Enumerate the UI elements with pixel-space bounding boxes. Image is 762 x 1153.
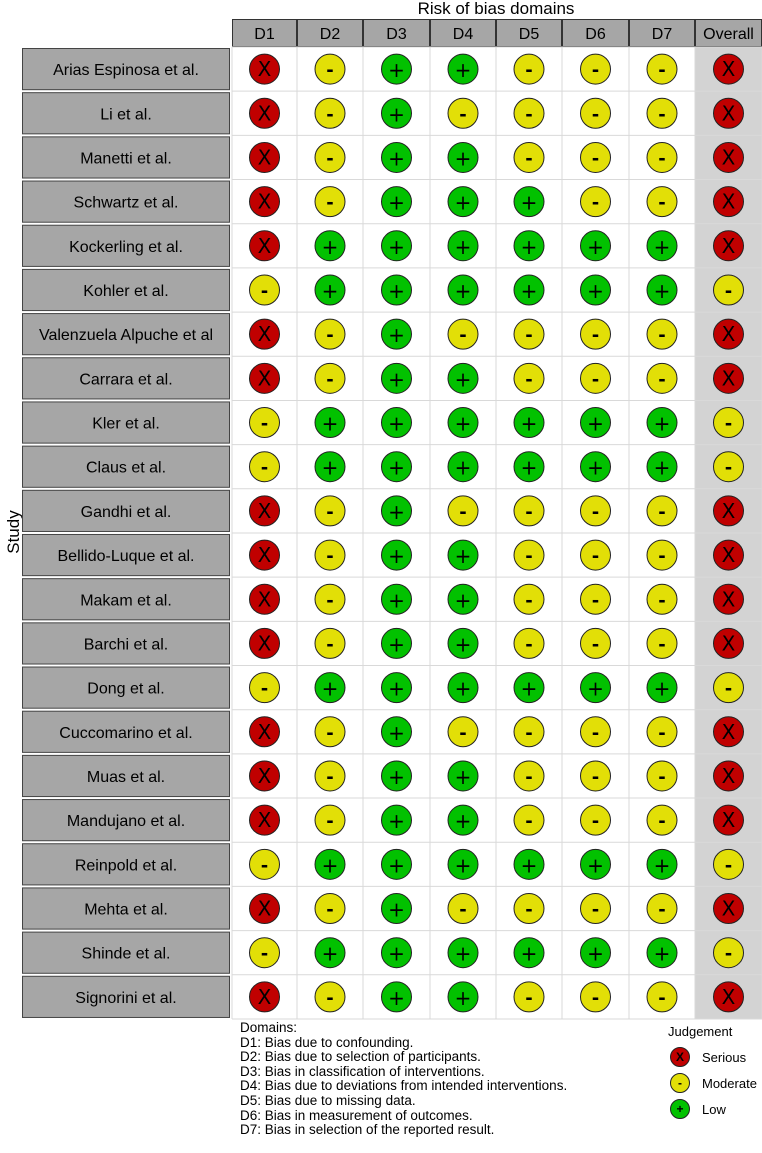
judgement-symbol: -	[525, 634, 533, 656]
study-label: Manetti et al.	[80, 150, 172, 168]
column-header-label-overall: Overall	[703, 26, 754, 43]
study-label: Li et al.	[100, 106, 152, 124]
judgement-symbol: +	[388, 941, 405, 966]
domain-item-d3: D3: Bias in classification of interventions.	[240, 1063, 485, 1079]
study-label: Shinde et al.	[81, 945, 171, 963]
judgement-symbol: +	[388, 102, 405, 127]
domains-legend	[240, 1021, 620, 1138]
judgement-symbol: +	[653, 676, 671, 701]
judgement-symbol: -	[326, 369, 334, 391]
judgement-symbol: X	[257, 763, 272, 788]
study-label: Barchi et al.	[83, 636, 169, 654]
judgement-symbol: +	[388, 455, 405, 480]
judgement-symbol: -	[260, 855, 269, 877]
moderate-icon: -	[670, 1073, 690, 1093]
domain-item-d7: D7: Bias in selection of the reported result.	[240, 1122, 495, 1138]
judgement-symbol: -	[591, 899, 600, 921]
judgement-symbol: X	[257, 145, 272, 170]
judgement-symbol: X	[257, 543, 272, 568]
judgement-symbol: +	[388, 278, 405, 303]
judgement-symbol: X	[721, 322, 736, 347]
column-header-label-d3: D3	[386, 26, 407, 43]
judgement-symbol: +	[454, 544, 472, 569]
judgement-symbol: -	[326, 811, 334, 833]
judgement-symbol: -	[591, 369, 600, 391]
judgement-symbol: +	[388, 146, 405, 171]
judgement-symbol: -	[326, 192, 334, 214]
judgement-symbol: -	[724, 280, 733, 302]
judgement-symbol: -	[525, 60, 533, 82]
judgement-symbol: +	[454, 853, 472, 878]
judgement-symbol: -	[459, 325, 467, 347]
judgement-symbol: +	[388, 809, 405, 834]
judgement-symbol: +	[587, 234, 604, 259]
chart-title: Risk of bias domains	[417, 0, 575, 18]
judgement-symbol: +	[520, 853, 538, 878]
judgement-symbol: -	[724, 855, 733, 877]
domain-item-d2: D2: Bias due to selection of participants.	[240, 1049, 481, 1065]
judgement-symbol: X	[721, 984, 736, 1009]
judgement-symbol: X	[721, 543, 736, 568]
judgement-symbol: -	[525, 325, 533, 347]
judgement-symbol: X	[257, 233, 272, 258]
judgement-symbol: +	[587, 676, 604, 701]
judgement-symbol: -	[326, 60, 334, 82]
judgement-symbol: X	[257, 366, 272, 391]
study-label: Muas et al.	[86, 768, 166, 786]
domain-item-d4: D4: Bias due to deviations from intended interventions.	[240, 1078, 568, 1094]
judgement-symbol: +	[321, 411, 339, 436]
judgement-symbol: -	[326, 987, 334, 1009]
judgement-symbol: +	[388, 720, 405, 745]
judgement-symbol: -	[525, 722, 533, 744]
judgement-symbol: -	[591, 987, 600, 1009]
judgement-symbol: +	[454, 588, 472, 613]
judgement-symbol: X	[721, 808, 736, 833]
judgement-symbol: +	[520, 455, 538, 480]
domains-heading: Domains:	[240, 1020, 298, 1035]
judgement-symbol: +	[520, 676, 538, 701]
judgement-symbol: -	[591, 590, 600, 612]
judgement-symbol: X	[257, 322, 272, 347]
judgement-symbol: X	[257, 57, 272, 82]
study-label: Kler et al.	[92, 415, 160, 433]
judgement-symbol: -	[591, 148, 600, 170]
judgement-symbol: +	[388, 411, 405, 436]
judgement-symbol: -	[658, 325, 666, 347]
judgement-symbol: -	[591, 325, 600, 347]
judgement-symbol: -	[658, 501, 666, 523]
judgement-symbol: +	[454, 455, 472, 480]
judgement-symbol: -	[658, 722, 666, 744]
judgement-symbol: +	[454, 411, 472, 436]
column-header-label-d7: D7	[651, 26, 673, 43]
judgement-symbol: X	[257, 719, 272, 744]
legend-label-low: Low	[702, 1102, 726, 1117]
judgement-symbol: +	[388, 632, 405, 657]
study-label: Kockerling et al.	[69, 238, 183, 256]
judgement-symbol: -	[260, 678, 269, 700]
judgement-symbol: X	[721, 896, 736, 921]
judgement-symbol: -	[525, 590, 533, 612]
study-label: Gandhi et al.	[80, 503, 172, 521]
judgement-symbol: -	[326, 104, 334, 126]
judgement-symbol: -	[260, 943, 269, 965]
judgement-symbol: +	[653, 234, 671, 259]
column-header-label-d6: D6	[585, 26, 606, 43]
judgement-symbol: -	[658, 104, 666, 126]
judgement-symbol: -	[260, 280, 269, 302]
judgement-symbol: -	[525, 369, 533, 391]
judgement-symbol: -	[724, 457, 733, 479]
judgement-symbol: +	[388, 897, 405, 922]
study-label: Signorini et al.	[75, 989, 177, 1007]
judgement-symbol: -	[658, 148, 666, 170]
judgement-symbol: X	[257, 808, 272, 833]
judgement-symbol: +	[388, 58, 405, 83]
judgement-symbol: +	[454, 234, 472, 259]
judgement-symbol: X	[721, 233, 736, 258]
judgement-symbol: +	[388, 764, 405, 789]
judgement-symbol: +	[454, 278, 472, 303]
study-label: Carrara et al.	[79, 371, 173, 389]
judgement-symbol: -	[326, 546, 334, 568]
judgement-symbol: -	[326, 634, 334, 656]
judgement-symbol: +	[454, 367, 472, 392]
judgement-symbol: +	[388, 499, 405, 524]
judgement-symbol: +	[388, 323, 405, 348]
judgement-symbol: +	[587, 455, 604, 480]
judgement-symbol: +	[520, 190, 538, 215]
judgement-symbol: X	[721, 631, 736, 656]
judgement-symbol: -	[591, 60, 600, 82]
judgement-symbol: +	[388, 544, 405, 569]
judgement-symbol: +	[653, 853, 671, 878]
judgement-symbol: -	[591, 501, 600, 523]
judgement-symbol: +	[520, 278, 538, 303]
judgement-symbol: X	[721, 587, 736, 612]
judgement-symbol: -	[658, 369, 666, 391]
study-label: Bellido-Luque et al.	[57, 548, 195, 566]
judgement-symbol: +	[321, 455, 339, 480]
judgement-symbol: +	[388, 588, 405, 613]
domain-item-d5: D5: Bias due to missing data.	[240, 1092, 416, 1108]
judgement-symbol: X	[257, 896, 272, 921]
judgement-symbol: +	[321, 234, 339, 259]
judgement-symbol: -	[459, 501, 467, 523]
judgement-symbol: +	[454, 146, 472, 171]
judgement-symbol: +	[321, 278, 339, 303]
judgement-symbol: -	[658, 60, 666, 82]
judgement-symbol: +	[388, 190, 405, 215]
judgement-symbol: -	[591, 811, 600, 833]
judgement-symbol: -	[326, 899, 334, 921]
judgement-symbol: -	[525, 501, 533, 523]
judgement-symbol: -	[459, 722, 467, 744]
judgement-symbol: X	[721, 366, 736, 391]
judgement-symbol: +	[587, 278, 604, 303]
judgement-symbol: -	[591, 192, 600, 214]
judgement-symbol: +	[454, 941, 472, 966]
judgement-symbol: +	[321, 676, 339, 701]
judgement-symbol: -	[525, 546, 533, 568]
judgement-symbol: -	[326, 325, 334, 347]
judgement-symbol: -	[658, 192, 666, 214]
column-header-label-d1: D1	[254, 26, 275, 43]
judgement-symbol: +	[587, 853, 604, 878]
judgement-legend-title: Judgement	[668, 1024, 733, 1039]
legend-label-serious: Serious	[702, 1050, 747, 1065]
legend-label-moderate: Moderate	[702, 1076, 757, 1091]
study-label: Dong et al.	[87, 680, 165, 698]
judgement-symbol: X	[721, 101, 736, 126]
judgement-symbol: X	[257, 587, 272, 612]
judgement-symbol: X	[721, 719, 736, 744]
judgement-symbol: -	[459, 899, 467, 921]
judgement-symbol: +	[321, 853, 339, 878]
judgement-symbol: +	[587, 411, 604, 436]
judgement-symbol: -	[658, 634, 666, 656]
low-icon: +	[670, 1099, 690, 1119]
judgement-symbol: +	[520, 234, 538, 259]
judgement-symbol: -	[326, 766, 334, 788]
judgement-symbol: +	[454, 809, 472, 834]
judgement-symbol: X	[721, 189, 736, 214]
judgement-symbol: X	[721, 145, 736, 170]
judgement-symbol: +	[653, 455, 671, 480]
judgement-symbol: -	[591, 766, 600, 788]
judgement-symbol: -	[260, 413, 269, 435]
judgement-symbol: -	[724, 943, 733, 965]
judgement-symbol: -	[724, 678, 733, 700]
judgement-symbol: -	[658, 899, 666, 921]
judgement-symbol: X	[721, 763, 736, 788]
judgement-symbol: X	[257, 498, 272, 523]
judgement-symbol: X	[257, 101, 272, 126]
judgement-symbol: -	[326, 722, 334, 744]
study-label: Mandujano et al.	[66, 813, 186, 831]
judgement-symbol: +	[321, 941, 339, 966]
study-label: Schwartz et al.	[73, 194, 179, 212]
column-header-label-d5: D5	[518, 26, 540, 43]
judgement-symbol: +	[388, 367, 405, 392]
judgement-symbol: +	[454, 58, 472, 83]
judgement-symbol: +	[587, 941, 604, 966]
judgement-symbol: -	[525, 987, 533, 1009]
column-header-label-d2: D2	[319, 26, 341, 43]
judgement-symbol: X	[257, 984, 272, 1009]
judgement-symbol: X	[721, 498, 736, 523]
judgement-symbol: +	[454, 764, 472, 789]
judgement-symbol: -	[525, 899, 533, 921]
judgement-symbol: -	[326, 148, 334, 170]
study-label: Makam et al.	[80, 592, 172, 610]
judgement-symbol: +	[388, 985, 405, 1010]
judgement-symbol: -	[658, 546, 666, 568]
judgement-symbol: -	[326, 590, 334, 612]
judgement-symbol: +	[454, 985, 472, 1010]
judgement-symbol: +	[388, 234, 405, 259]
judgement-symbol: -	[326, 501, 334, 523]
judgement-symbol: -	[591, 634, 600, 656]
judgement-symbol: +	[653, 941, 671, 966]
judgement-symbol: +	[520, 411, 538, 436]
judgement-symbol: -	[525, 104, 533, 126]
judgement-symbol: +	[388, 853, 405, 878]
judgement-symbol: -	[591, 546, 600, 568]
judgement-symbol: -	[525, 766, 533, 788]
study-label: Cuccomarino et al.	[59, 724, 193, 742]
serious-icon: X	[670, 1047, 690, 1067]
judgement-symbol: -	[658, 811, 666, 833]
judgement-symbol: +	[454, 632, 472, 657]
judgement-symbol: -	[591, 722, 600, 744]
judgement-symbol: +	[454, 190, 472, 215]
study-label: Kohler et al.	[83, 282, 169, 300]
judgement-symbol: -	[525, 148, 533, 170]
study-label: Claus et al.	[85, 459, 167, 477]
y-axis-label: Study	[4, 510, 23, 554]
judgement-symbol: +	[520, 941, 538, 966]
judgement-symbol: +	[388, 676, 405, 701]
judgement-symbol: -	[724, 413, 733, 435]
judgement-symbol: -	[459, 104, 467, 126]
column-header-label-d4: D4	[452, 26, 474, 43]
judgement-symbol: X	[257, 631, 272, 656]
judgement-symbol: +	[653, 278, 671, 303]
judgement-symbol: +	[653, 411, 671, 436]
judgement-symbol: X	[721, 57, 736, 82]
judgement-symbol: -	[658, 766, 666, 788]
judgement-symbol: +	[454, 676, 472, 701]
study-label: Reinpold et al.	[74, 857, 178, 875]
study-label: Valenzuela Alpuche et al	[38, 327, 214, 345]
domain-item-d6: D6: Bias in measurement of outcomes.	[240, 1107, 473, 1123]
study-label: Arias Espinosa et al.	[53, 62, 199, 80]
judgement-symbol: -	[260, 457, 269, 479]
judgement-symbol: -	[658, 987, 666, 1009]
domain-item-d1: D1: Bias due to confounding.	[240, 1034, 414, 1050]
judgement-symbol: X	[257, 189, 272, 214]
judgement-symbol: -	[658, 590, 666, 612]
judgement-symbol: -	[591, 104, 600, 126]
study-label: Mehta et al.	[84, 901, 168, 919]
judgement-symbol: -	[525, 811, 533, 833]
